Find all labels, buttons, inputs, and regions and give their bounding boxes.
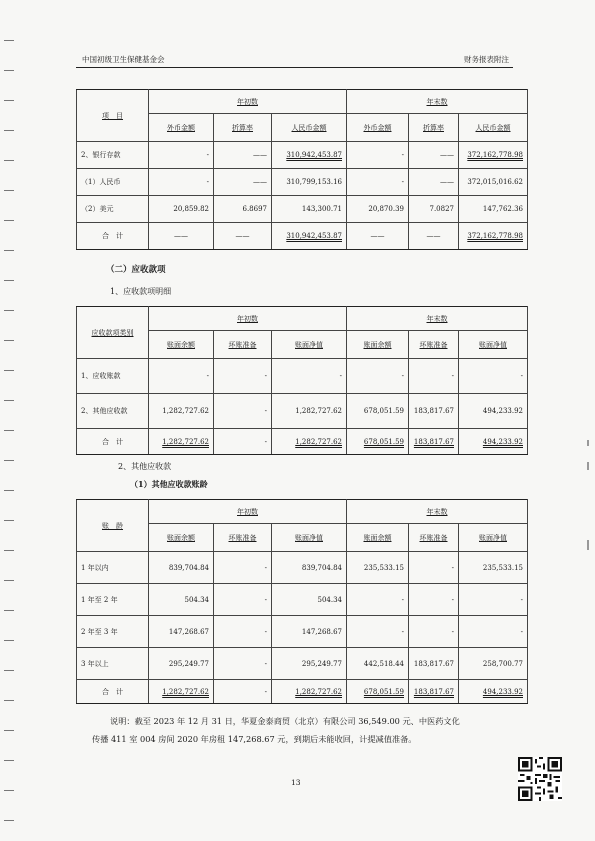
- table-row: [77, 584, 528, 616]
- table-row: [77, 359, 528, 394]
- column-group-end: 年末数: [347, 307, 528, 331]
- subsection-title-aging: （1）其他应收款账龄: [130, 479, 208, 489]
- column-header: 坏账准备: [214, 524, 272, 552]
- table-cell: 235,533.15: [459, 552, 528, 584]
- table-cell: 310,799,153.16: [272, 169, 347, 196]
- column-header: 账面余额: [149, 524, 214, 552]
- table-total-row: [77, 223, 528, 250]
- table-cell: 504.34: [149, 584, 214, 616]
- column-header: 账面净值: [272, 524, 347, 552]
- row-label: 1 年以内: [77, 552, 149, 584]
- table-cell: ——: [214, 142, 272, 169]
- row-label: （2）美元: [77, 196, 149, 223]
- table-cell: -: [214, 584, 272, 616]
- table-cell: 839,704.84: [149, 552, 214, 584]
- table-row: [77, 552, 528, 584]
- table-cell: ——: [214, 223, 272, 250]
- section-title-receivables: （二）应收款项: [106, 265, 166, 275]
- row-label: 1、应收账款: [77, 359, 149, 394]
- row-label: 合 计: [77, 223, 149, 250]
- note-line-1: 说明：截至 2023 年 12 月 31 日，华夏金泰商贸（北京）有限公司 36,549.00 元、中医药文化: [110, 716, 460, 726]
- table-cell: 494,233.92: [459, 680, 528, 704]
- table-cell: -: [272, 359, 347, 394]
- table-cell: 678,051.59: [347, 394, 409, 429]
- row-label: 2、银行存款: [77, 142, 149, 169]
- table-cell: 147,268.67: [149, 616, 214, 648]
- column-header: 坏账准备: [214, 331, 272, 359]
- table-cell: 1,282,727.62: [272, 429, 347, 455]
- table-cell: -: [214, 552, 272, 584]
- page-number: 13: [291, 778, 301, 787]
- table-cell: 310,942,453.87: [272, 223, 347, 250]
- table-cell: 183,817.67: [409, 648, 459, 680]
- table-cell: -: [459, 584, 528, 616]
- column-header: 账面余额: [347, 331, 409, 359]
- table-cell: ——: [409, 169, 459, 196]
- table-cell: -: [214, 616, 272, 648]
- table-cell: -: [409, 359, 459, 394]
- row-label: 1 年至 2 年: [77, 584, 149, 616]
- table-cell: -: [459, 616, 528, 648]
- column-header: 折算率: [409, 114, 459, 142]
- table-cell: 258,700.77: [459, 648, 528, 680]
- row-label: 2、其他应收款: [77, 394, 149, 429]
- table-cell: -: [149, 169, 214, 196]
- table-cell: 20,870.39: [347, 196, 409, 223]
- table-row: [77, 196, 528, 223]
- table-cell: -: [459, 359, 528, 394]
- table-cell: 147,762.36: [459, 196, 528, 223]
- row-label: 合 计: [77, 429, 149, 455]
- table-cell: 183,817.67: [409, 394, 459, 429]
- table-row: [77, 169, 528, 196]
- column-group-end: 年末数: [347, 90, 528, 114]
- table-cell: 372,015,016.62: [459, 169, 528, 196]
- column-group-begin: 年初数: [149, 90, 347, 114]
- table-cell: 1,282,727.62: [149, 680, 214, 704]
- binding-marks: [0, 0, 16, 841]
- table-row: [77, 142, 528, 169]
- column-header: 账面余额: [149, 331, 214, 359]
- aging-table: [76, 499, 528, 704]
- column-header: 账面净值: [272, 331, 347, 359]
- receivables-detail-table: [76, 306, 528, 455]
- subsection-title-receivable-detail: 1、应收款项明细: [110, 287, 172, 296]
- table-cell: -: [214, 429, 272, 455]
- table-cell: 1,282,727.62: [149, 429, 214, 455]
- row-label: 2 年至 3 年: [77, 616, 149, 648]
- header-rule: [76, 67, 513, 68]
- table-cell: -: [214, 648, 272, 680]
- table-cell: ——: [347, 223, 409, 250]
- table-cell: ——: [409, 223, 459, 250]
- table-cell: 143,300.71: [272, 196, 347, 223]
- column-header: 坏账准备: [409, 331, 459, 359]
- header-org-name: 中国初级卫生保健基金会: [82, 55, 165, 64]
- column-group-begin: 年初数: [149, 307, 347, 331]
- table-corner-header: 应收款项类别: [77, 307, 149, 359]
- column-header: 人民币金额: [459, 114, 528, 142]
- table-cell: ——: [409, 142, 459, 169]
- column-header: 外币金额: [347, 114, 409, 142]
- column-header: 账面余额: [347, 524, 409, 552]
- table-cell: 494,233.92: [459, 429, 528, 455]
- table-corner-header: 账 龄: [77, 500, 149, 552]
- table-cell: -: [409, 584, 459, 616]
- column-header: 坏账准备: [409, 524, 459, 552]
- qr-code: [518, 757, 562, 801]
- column-header: 人民币金额: [272, 114, 347, 142]
- table-cell: -: [347, 616, 409, 648]
- column-header: 账面净值: [459, 524, 528, 552]
- table-cell: 1,282,727.62: [272, 394, 347, 429]
- table-cell: 295,249.77: [272, 648, 347, 680]
- table-total-row: [77, 680, 528, 704]
- table-cell: -: [149, 142, 214, 169]
- row-label: 3 年以上: [77, 648, 149, 680]
- header-doc-title: 财务报表附注: [464, 55, 509, 64]
- table-cell: -: [214, 680, 272, 704]
- table-cell: ——: [214, 169, 272, 196]
- table-cell: -: [347, 142, 409, 169]
- table-row: [77, 394, 528, 429]
- column-header: 折算率: [214, 114, 272, 142]
- table-cell: ——: [149, 223, 214, 250]
- table-cell: 183,817.67: [409, 429, 459, 455]
- table-cell: -: [347, 169, 409, 196]
- bank-deposit-table: [76, 89, 528, 250]
- column-header: 账面净值: [459, 331, 528, 359]
- table-cell: 147,268.67: [272, 616, 347, 648]
- column-group-begin: 年初数: [149, 500, 347, 524]
- table-cell: 839,704.84: [272, 552, 347, 584]
- table-cell: 310,942,453.87: [272, 142, 347, 169]
- table-cell: 372,162,778.98: [459, 142, 528, 169]
- table-cell: 20,859.82: [149, 196, 214, 223]
- table-cell: 7.0827: [409, 196, 459, 223]
- table-row: [77, 616, 528, 648]
- table-cell: 678,051.59: [347, 680, 409, 704]
- table-total-row: [77, 429, 528, 455]
- table-cell: 235,533.15: [347, 552, 409, 584]
- table-cell: 6.8697: [214, 196, 272, 223]
- table-row: [77, 648, 528, 680]
- table-cell: 372,162,778.98: [459, 223, 528, 250]
- row-label: 合 计: [77, 680, 149, 704]
- table-cell: 494,233.92: [459, 394, 528, 429]
- table-cell: 1,282,727.62: [149, 394, 214, 429]
- row-label: （1）人民币: [77, 169, 149, 196]
- table-cell: 1,282,727.62: [272, 680, 347, 704]
- table-cell: -: [149, 359, 214, 394]
- table-cell: -: [409, 552, 459, 584]
- note-line-2: 传播 411 室 004 房间 2020 年房租 147,268.67 元，到期后未能收回，计提减值准备。: [92, 734, 417, 744]
- table-cell: -: [347, 359, 409, 394]
- table-cell: 678,051.59: [347, 429, 409, 455]
- table-cell: -: [347, 584, 409, 616]
- table-cell: -: [214, 394, 272, 429]
- table-cell: 183,817.67: [409, 680, 459, 704]
- table-cell: 504.34: [272, 584, 347, 616]
- table-cell: -: [214, 359, 272, 394]
- subsection-title-other-receivables: 2、其他应收款: [118, 462, 172, 471]
- table-cell: -: [409, 616, 459, 648]
- table-corner-header: 项 目: [77, 90, 149, 142]
- column-header: 外币金额: [149, 114, 214, 142]
- column-group-end: 年末数: [347, 500, 528, 524]
- table-cell: 442,518.44: [347, 648, 409, 680]
- table-cell: 295,249.77: [149, 648, 214, 680]
